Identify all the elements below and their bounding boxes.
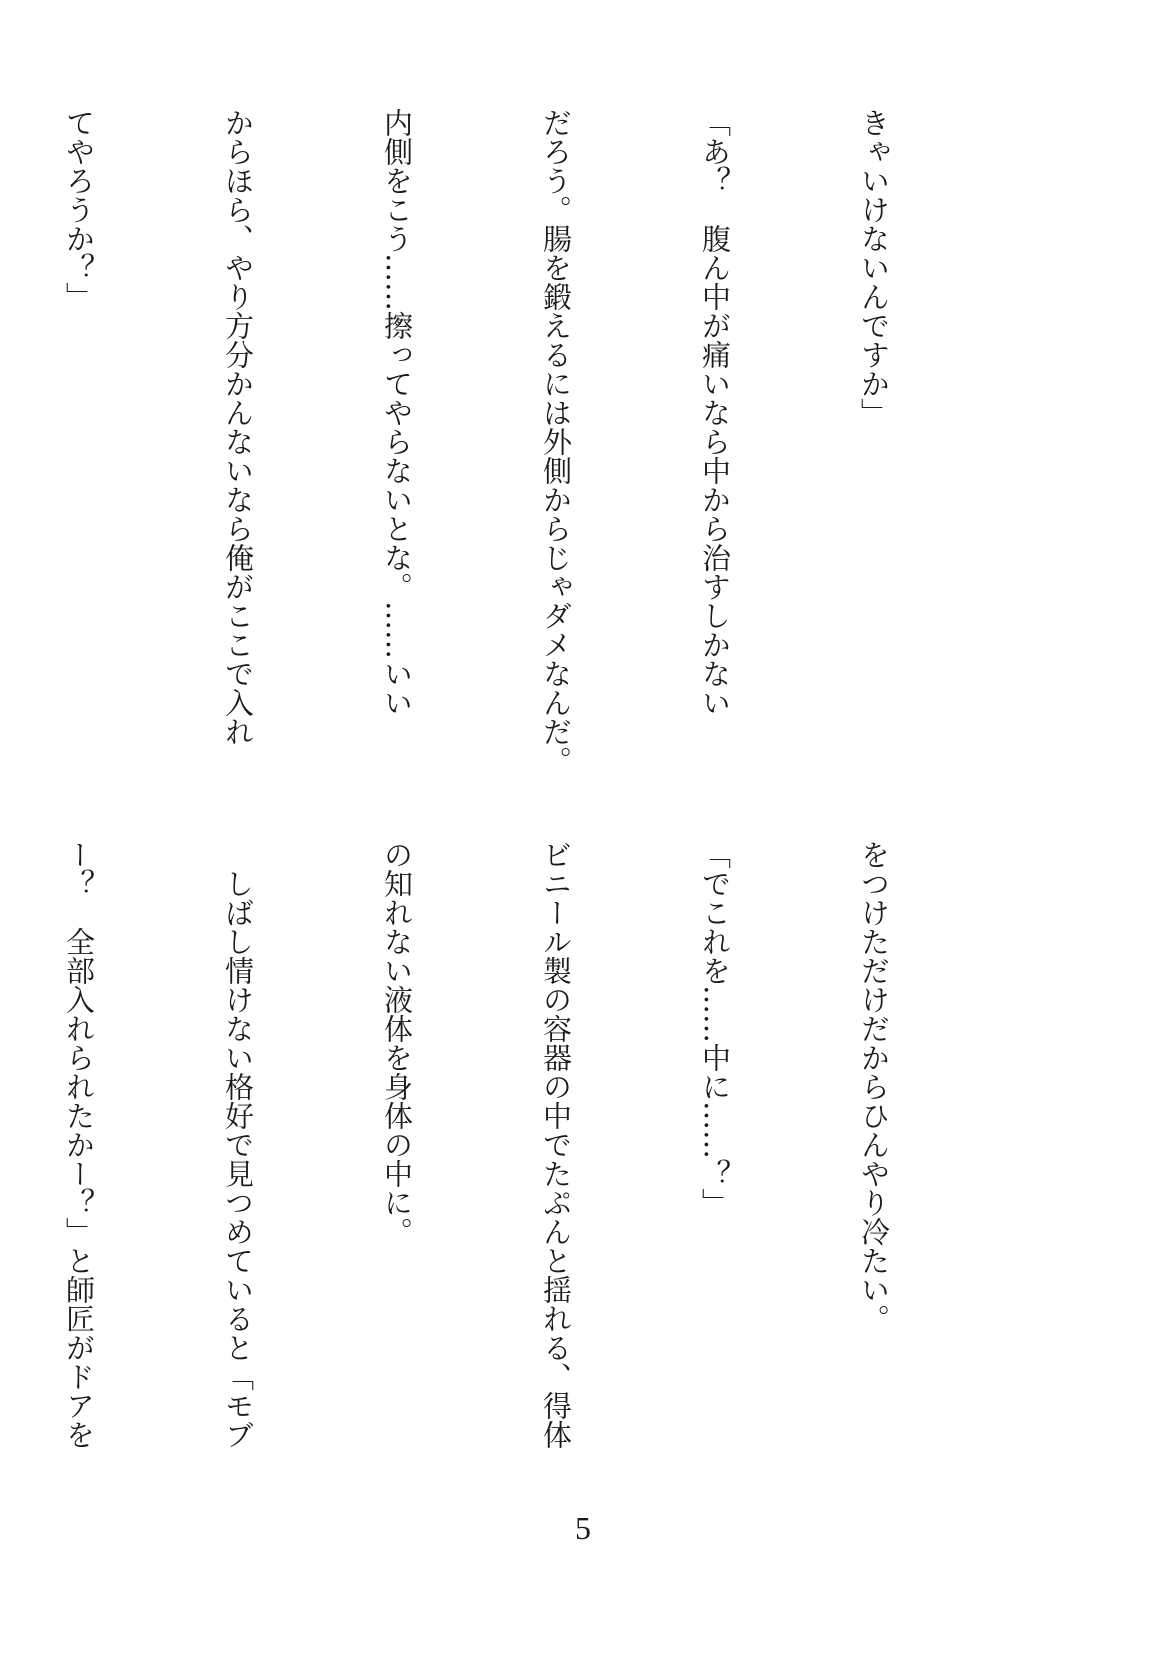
text-line: きゃいけないんですか」	[857, 108, 891, 427]
text-line: 「でこれを……中に……？」	[698, 840, 732, 1217]
text-line: てやろうか？」	[62, 108, 96, 311]
text-line: の知れない液体を身体の中に。	[380, 840, 414, 1246]
text-line: からほら、やり方分かんないなら俺がここで入れ	[221, 108, 255, 746]
text-line: 内側をこう……擦ってやらないとな。……いい	[380, 108, 414, 717]
text-line: だろう。腸を鍛えるには外側からじゃダメなんだ。	[539, 108, 573, 775]
lower-text-block	[62, 840, 1006, 1480]
text-line: しばし情けない格好で見つめていると「モブ	[221, 840, 255, 1449]
text-line: 「あ？ 腹ん中が痛いなら中から治すしかない	[698, 108, 732, 717]
text-line: ー？ 全部入れられたかー？」と師匠がドアを	[62, 840, 96, 1449]
text-line: ビニール製の容器の中でたぷんと揺れる、得体	[539, 840, 573, 1449]
page-number: 5	[575, 1510, 591, 1546]
upper-text-block	[62, 108, 1006, 775]
text-line: をつけただけだからひんやり冷たい。	[857, 840, 891, 1333]
